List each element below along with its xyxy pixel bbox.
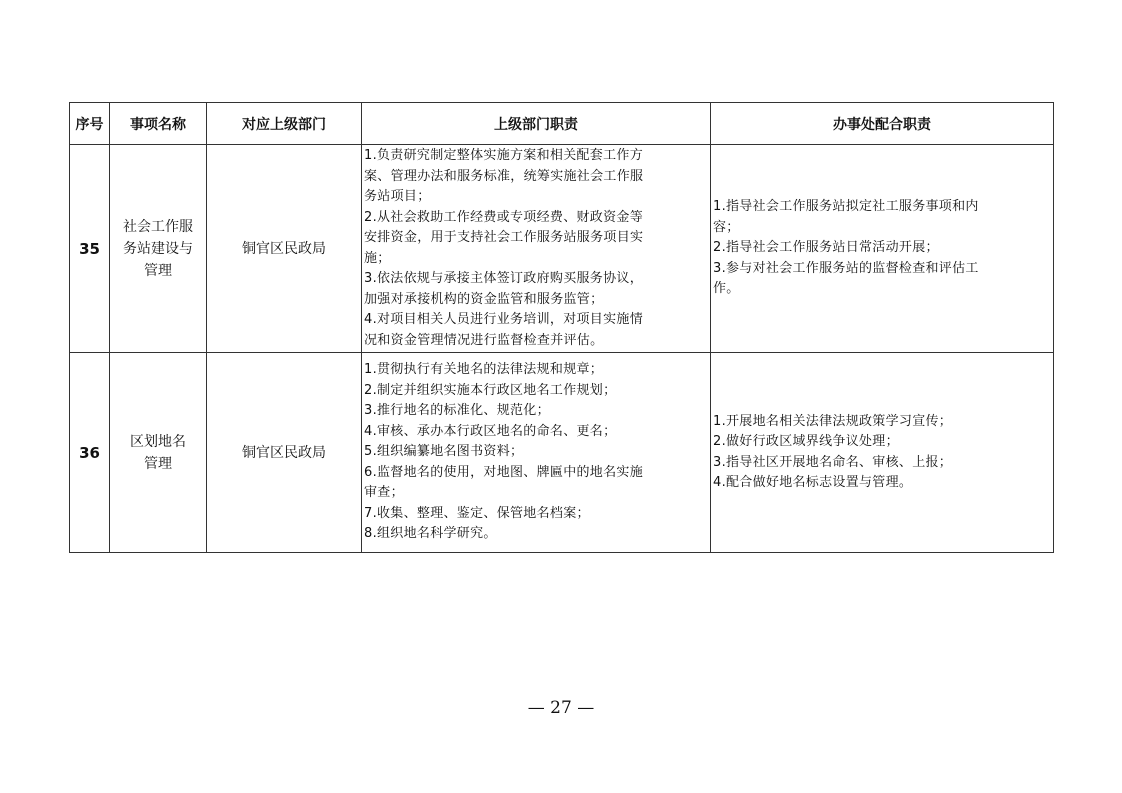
duty-line: 8.组织地名科学研究。 — [364, 526, 497, 542]
row-item-name — [110, 353, 207, 553]
row-superior-duties — [362, 353, 711, 553]
header-item-name: 事项名称 — [110, 103, 207, 145]
item-name-line: 区划地名 — [130, 433, 186, 450]
duty-line: 1.负责研究制定整体实施方案和相关配套工作方 — [364, 148, 644, 163]
duty-line: 3.依法依规与承接主体签订政府购买服务协议， — [364, 271, 644, 286]
duty-line: 3.推行地名的标准化、规范化； — [364, 403, 550, 419]
item-name-line: 管理 — [144, 262, 172, 279]
row-office-duties — [711, 145, 1054, 353]
header-office-duties: 办事处配合职责 — [711, 103, 1054, 145]
duty-line: 2.做好行政区域界线争议处理； — [713, 434, 899, 449]
header-superior-duties: 上级部门职责 — [362, 103, 711, 145]
duty-line: 安排资金，用于支持社会工作服务站服务项目实 — [364, 230, 644, 245]
duty-line: 4.对项目相关人员进行业务培训，对项目实施情 — [364, 312, 644, 327]
row-superior-dept: 铜官区民政局 — [207, 145, 362, 353]
duty-line: 1.指导社会工作服务站拟定社工服务事项和内 — [713, 199, 979, 215]
duty-line: 1.开展地名相关法律法规政策学习宣传； — [713, 413, 953, 429]
row-seq: 36 — [70, 353, 110, 553]
duty-line: 1.贯彻执行有关地名的法律法规和规章； — [364, 362, 604, 378]
table-row — [70, 145, 1054, 353]
row-seq: 35 — [70, 145, 110, 353]
table-header-row — [70, 103, 1054, 145]
table-row — [70, 353, 1054, 553]
header-superior-dept: 对应上级部门 — [207, 103, 362, 145]
duty-line: 3.指导社区开展地名命名、审核、上报； — [713, 454, 953, 470]
row-superior-duties — [362, 145, 711, 353]
duty-line: 加强对承接机构的资金监管和服务监管； — [364, 291, 604, 307]
header-seq: 序号 — [70, 103, 110, 145]
item-name-line: 社会工作服 — [123, 218, 193, 235]
row-office-duties — [711, 353, 1054, 553]
row-item-name — [110, 145, 207, 353]
duty-line: 况和资金管理情况进行监督检查并评估。 — [364, 332, 604, 348]
row-superior-dept: 铜官区民政局 — [207, 353, 362, 553]
duty-line: 4.配合做好地名标志设置与管理。 — [713, 475, 913, 490]
duty-line: 5.组织编纂地名图书资料； — [364, 444, 524, 460]
duties-table — [69, 102, 1054, 553]
duty-line: 4.审核、承办本行政区地名的命名、更名； — [364, 423, 617, 439]
item-name-line: 务站建设与 — [123, 240, 193, 257]
duty-line: 3.参与对社会工作服务站的监督检查和评估工 — [713, 260, 979, 276]
duty-line: 案、管理办法和服务标准，统筹实施社会工作服 — [364, 168, 644, 184]
item-name-line: 管理 — [144, 455, 172, 472]
duty-line: 2.从社会救助工作经费或专项经费、财政资金等 — [364, 209, 644, 225]
page-number: — 27 — — [527, 698, 595, 718]
duty-line: 作。 — [713, 281, 740, 297]
duty-line: 施； — [364, 250, 391, 266]
duty-line: 2.指导社会工作服务站日常活动开展； — [713, 240, 939, 256]
duty-line: 审查； — [364, 485, 404, 501]
duty-line: 6.监督地名的使用，对地图、牌匾中的地名实施 — [364, 464, 644, 480]
duty-line: 7.收集、整理、鉴定、保管地名档案； — [364, 505, 590, 521]
duty-line: 2.制定并组织实施本行政区地名工作规划； — [364, 382, 617, 398]
duty-line: 容； — [713, 219, 740, 235]
duty-line: 务站项目； — [364, 189, 431, 204]
